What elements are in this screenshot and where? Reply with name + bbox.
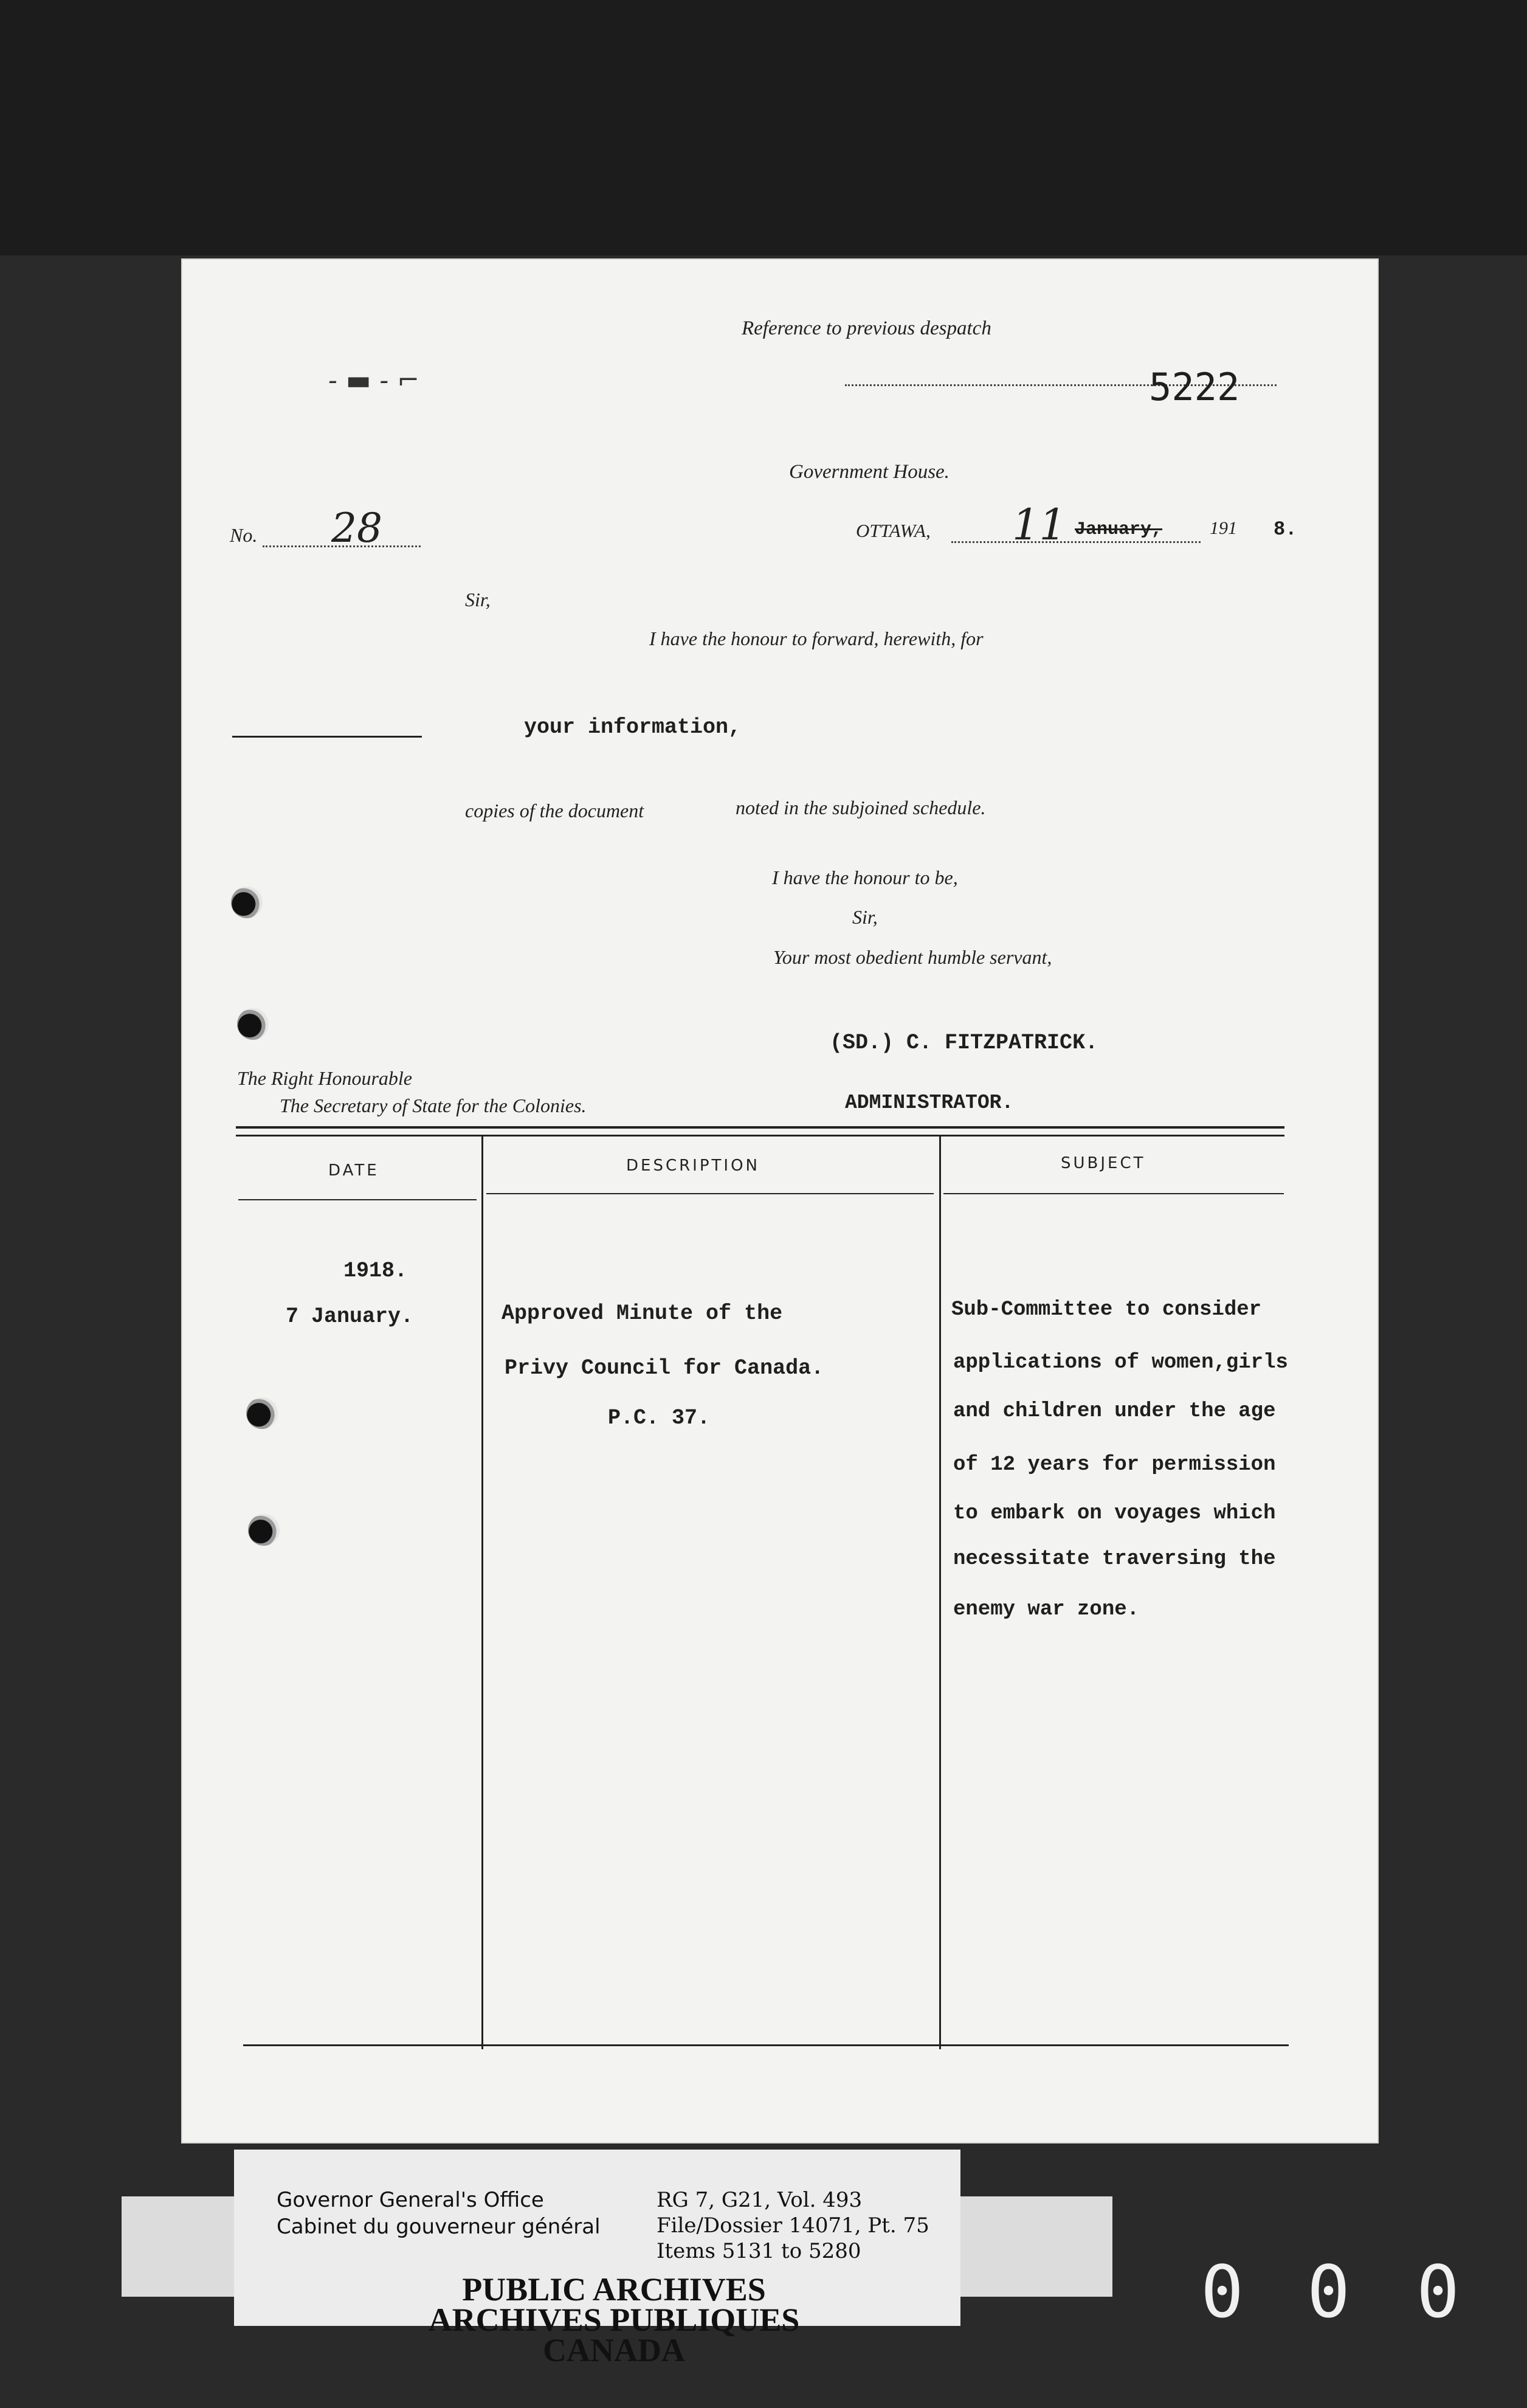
government-house: Government House. [789, 461, 950, 483]
closing-1: I have the honour to be, [772, 867, 958, 888]
description-line-3: P.C. 37. [608, 1406, 711, 1430]
punch-hole [231, 887, 263, 918]
day-handwritten: 11 [1012, 500, 1067, 550]
signature: (SD.) C. FITZPATRICK. [830, 1031, 1098, 1055]
description-line-1: Approved Minute of the [502, 1301, 783, 1326]
month: January, [1075, 519, 1163, 540]
subject-line-2: applications of women,girls [953, 1351, 1288, 1374]
despatch-number: 28 [331, 505, 382, 552]
office-french: Cabinet du gouverneur général [277, 2215, 601, 2239]
column-header-description: DESCRIPTION [626, 1157, 760, 1175]
subject-header-rule [943, 1193, 1284, 1194]
microfilm-frame-top [0, 0, 1527, 255]
subject-line-4: of 12 years for permission [953, 1453, 1276, 1476]
addressee-line-1: The Right Honourable [237, 1067, 412, 1089]
letter-line-2a: copies of the document [465, 800, 644, 822]
frame-digit-3: 0 [1416, 2250, 1460, 2334]
no-label: No. [230, 524, 258, 546]
schedule-top-rule-2 [236, 1135, 1284, 1137]
column-header-date: DATE [328, 1161, 379, 1180]
stamp-line-3: CANADA [543, 2332, 685, 2368]
office-english: Governor General's Office [277, 2188, 544, 2212]
date-day: 7 January. [286, 1304, 414, 1329]
reference-number: 5222 [1149, 365, 1240, 409]
subject-line-7: enemy war zone. [953, 1598, 1140, 1621]
subject-line-1: Sub-Committee to consider [951, 1298, 1262, 1321]
closing-3: Your most obedient humble servant, [773, 946, 1052, 968]
record-group-ref: RG 7, G21, Vol. 493 [657, 2188, 863, 2212]
schedule-column-divider [481, 1136, 483, 2049]
schedule-bottom-rule [243, 2044, 1289, 2046]
margin-rule [232, 736, 422, 738]
punch-hole [237, 1008, 269, 1040]
closing-2: Sir, [852, 906, 878, 928]
signatory-title: ADMINISTRATOR. [845, 1092, 1014, 1114]
description-header-rule [486, 1193, 934, 1194]
subject-line-6: necessitate traversing the [953, 1548, 1276, 1571]
subject-line-3: and children under the age [953, 1400, 1276, 1423]
salutation: Sir, [465, 589, 491, 611]
letter-line-1: I have the honour to forward, herewith, for [649, 628, 984, 649]
frame-digit-2: 0 [1307, 2250, 1351, 2334]
year-prefix: 191 [1210, 518, 1237, 538]
date-year: 1918. [343, 1259, 408, 1283]
items-ref: Items 5131 to 5280 [657, 2239, 861, 2263]
reference-label: Reference to previous despatch [742, 317, 991, 339]
stamp-line-2: ARCHIVES PUBLIQUES [428, 2302, 800, 2338]
schedule-top-rule [236, 1126, 1284, 1129]
punch-hole [248, 1514, 280, 1546]
date-header-rule [238, 1199, 477, 1200]
stamp-line-1: PUBLIC ARCHIVES [462, 2271, 766, 2308]
letter-line-2b: noted in the subjoined schedule. [736, 797, 986, 818]
column-header-subject: SUBJECT [1061, 1154, 1146, 1172]
file-ref: File/Dossier 14071, Pt. 75 [657, 2213, 929, 2238]
description-line-2: Privy Council for Canada. [505, 1356, 824, 1380]
subject-line-5: to embark on voyages which [953, 1502, 1276, 1525]
punch-hole [246, 1397, 278, 1429]
purpose: your information, [524, 715, 742, 739]
place: OTTAWA, [856, 520, 931, 541]
date-dotted-line [951, 541, 1201, 543]
year-suffix: 8. [1274, 518, 1297, 541]
label-tab-right [960, 2196, 1112, 2297]
schedule-column-divider [939, 1136, 941, 2049]
pencil-mark: - ▬ - ⌐ [328, 365, 420, 396]
addressee-line-2: The Secretary of State for the Colonies. [280, 1095, 587, 1116]
frame-digit-1: 0 [1201, 2250, 1244, 2334]
